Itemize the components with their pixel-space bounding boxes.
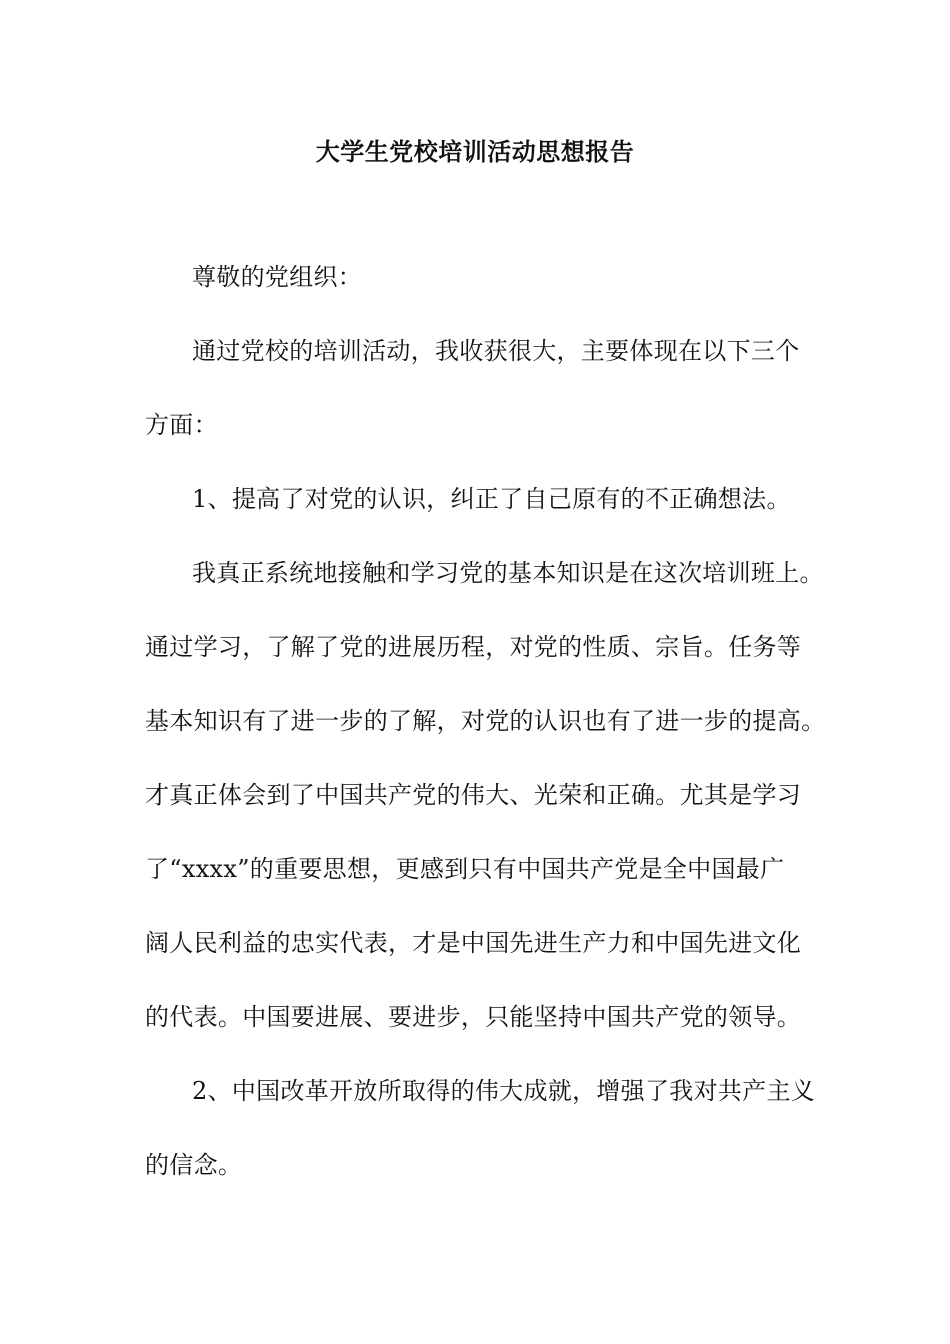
salutation-line: 尊敬的党组织： [192, 263, 363, 291]
paragraph-line: 基本知识有了进一步的了解，对党的认识也有了进一步的提高。 [145, 707, 826, 735]
paragraph-line: 我真正系统地接触和学习党的基本知识是在这次培训班上。 [192, 559, 824, 587]
section-heading-line: 1、提高了对党的认识，纠正了自己原有的不正确想法。 [192, 485, 791, 513]
paragraph-line: 阔人民利益的忠实代表，才是中国先进生产力和中国先进文化 [145, 929, 802, 957]
paragraph-line: 的信念。 [145, 1151, 243, 1179]
paragraph-line: 通过学习，了解了党的进展历程，对党的性质、宗旨。任务等 [145, 633, 802, 661]
paragraph-line: 的代表。中国要进展、要进步，只能坚持中国共产党的领导。 [145, 1003, 802, 1031]
paragraph-line: 才真正体会到了中国共产党的伟大、光荣和正确。尤其是学习 [145, 781, 802, 809]
paragraph-line: 方面： [145, 411, 218, 439]
paragraph-line: 通过党校的培训活动，我收获很大，主要体现在以下三个 [192, 337, 800, 365]
section-heading-line: 2、中国改革开放所取得的伟大成就，增强了我对共产主义 [192, 1077, 816, 1105]
paragraph-line: 了“xxxx”的重要思想，更感到只有中国共产党是全中国最广 [145, 855, 785, 883]
document-title: 大学生党校培训活动思想报告 [315, 137, 635, 166]
